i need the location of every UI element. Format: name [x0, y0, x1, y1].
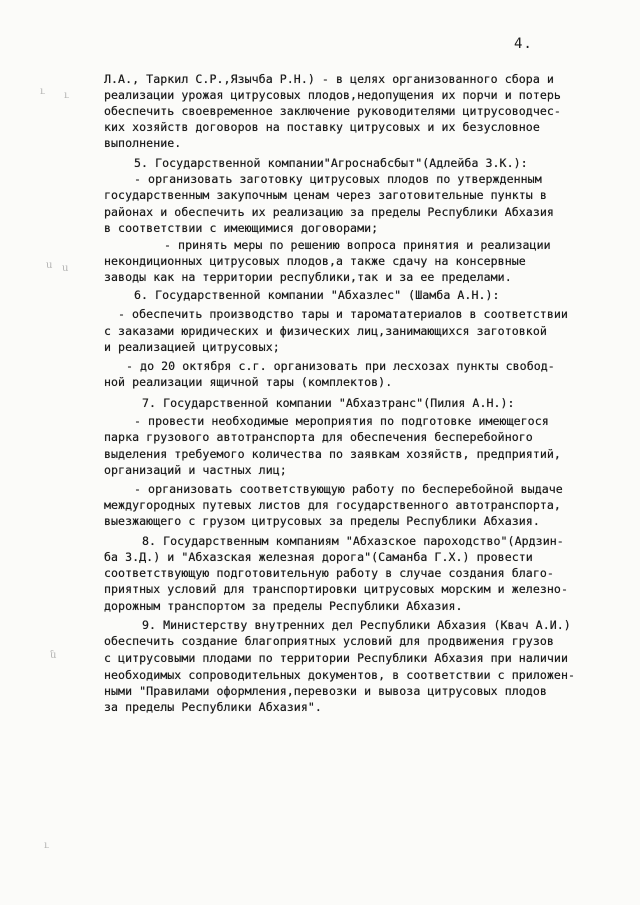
text-line: с заказами юридических и физических лиц,занимающихся заготовкой — [104, 324, 547, 338]
text-line: за пределы Республики Абхазия". — [104, 700, 322, 714]
page-number: 4. — [514, 36, 533, 52]
text-line: реализации урожая цитрусовых плодов,недопущения их порчи и потерь — [104, 88, 561, 102]
text-line: - принять меры по решению вопроса принятия и реализации — [164, 238, 551, 252]
margin-mark: ս — [62, 263, 69, 274]
text-line: Л.А., Таркил С.Р.,Язычба Р.Н.) - в целях организованного сбора и — [104, 72, 554, 86]
text-line: 6. Государственной компании "Абхазлес" (Шамба А.Н.): — [134, 288, 500, 302]
text-line: обеспечить создание благоприятных условий для продвижения грузов — [104, 634, 554, 648]
margin-mark: ւ — [64, 90, 69, 101]
text-line: парка грузового автотранспорта для обеспечения бесперебойного — [104, 430, 533, 444]
margin-mark: ւ — [40, 86, 45, 97]
text-line: выполнение. — [104, 136, 182, 150]
text-line: ба З.Д.) и "Абхазская железная дорога"(Саманба Г.Х.) провести — [104, 550, 533, 564]
text-line: - организовать заготовку цитрусовых плодов по утвержденным — [134, 172, 542, 186]
text-line: - провести необходимые мероприятия по подготовке имеющегося — [134, 414, 549, 428]
text-line: - до 20 октября с.г. организовать при лесхозах пункты свобод- — [126, 359, 555, 373]
text-line: с цитрусовыми плодами по территории Республики Абхазия при наличии — [104, 651, 568, 665]
text-line: 9. Министерству внутренних дел Республики Абхазия (Квач А.И.) — [142, 618, 571, 632]
text-line: 8. Государственным компаниям "Абхазское пароходство"(Ардзин- — [142, 534, 564, 548]
text-line: выделения требуемого количества по заявкам хозяйств, предприятий, — [104, 447, 561, 461]
text-line: государственным закупочным ценам через заготовительные пункты в — [104, 188, 547, 202]
text-line: междугородных путевых листов для государственного автотранспорта, — [104, 498, 561, 512]
text-line: в соответствии с имеющимися договорами; — [104, 221, 379, 235]
text-line: и реализацией цитрусовых; — [104, 340, 280, 354]
text-line: ными "Правилами оформления,перевозки и вывоза цитрусовых плодов — [104, 684, 547, 698]
text-line: приятных условий для транспортировки цитрусовых морским и железно- — [104, 582, 568, 596]
text-line: выезжающего с грузом цитрусовых за пределы Республики Абхазия. — [104, 514, 540, 528]
margin-mark: ւ — [44, 840, 49, 851]
text-line: некондиционных цитрусовых плодов,а также сдачу на консервные — [104, 254, 526, 268]
text-line: организаций и частных лиц; — [104, 463, 287, 477]
text-line: необходимых сопроводительных документов, в соответствии с приложен- — [104, 668, 576, 682]
text-line: обеспечить своевременное заключение руководителями цитрусоводчес- — [104, 104, 561, 118]
text-line: районах и обеспечить их реализацию за пределы Республики Абхазия — [104, 205, 554, 219]
margin-mark: ս — [46, 260, 53, 271]
text-line: соответствующую подготовительную работу в случае создания благо- — [104, 566, 554, 580]
margin-mark: ն — [50, 650, 57, 661]
text-line: - обеспечить производство тары и таромататериалов в соответствии — [118, 307, 568, 321]
text-line: дорожным транспортом за пределы Республики Абхазия. — [104, 599, 463, 613]
text-line: - организовать соответствующую работу по бесперебойной выдаче — [134, 482, 563, 496]
text-line: 7. Государственной компании "Абхазтранс"(Пилия А.Н.): — [142, 396, 515, 410]
text-line: заводы как на территории республики,так и за ее пределами. — [104, 270, 512, 284]
text-line: ких хозяйств договоров на поставку цитрусовых и их безусловное — [104, 120, 540, 134]
text-line: 5. Государственной компании"Агроснабсбыт"(Адлейба З.К.): — [134, 156, 528, 170]
text-line: ной реализации ящичной тары (комплектов). — [104, 375, 393, 389]
